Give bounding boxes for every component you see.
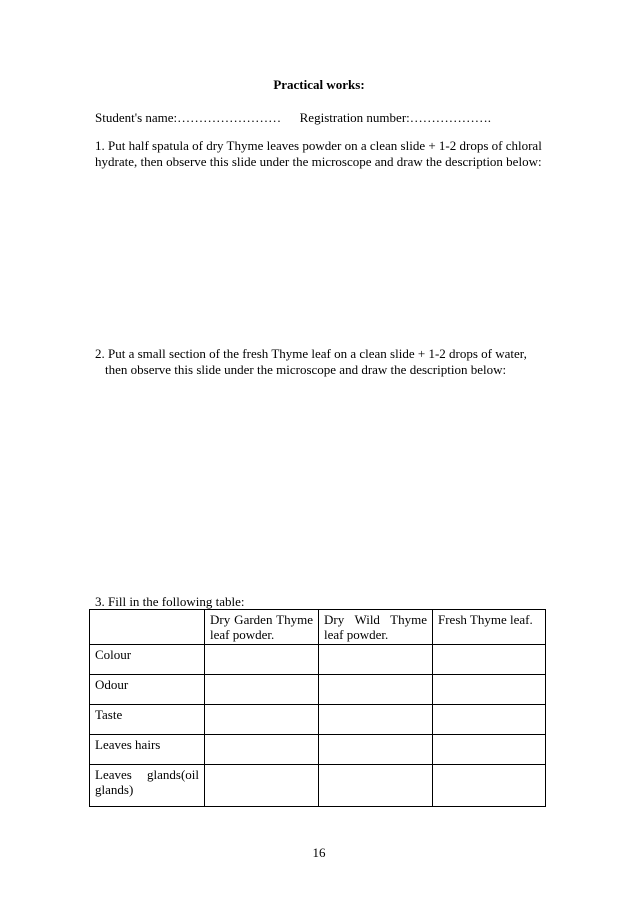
table-row bbox=[90, 645, 546, 675]
thyme-observation-table bbox=[89, 609, 546, 807]
registration-number-field[interactable]: Registration number:………………. bbox=[299, 110, 492, 125]
row-label-text: glands) bbox=[95, 782, 134, 797]
row-label-text: Leaves glands(oil bbox=[95, 767, 199, 782]
row-label bbox=[90, 765, 205, 807]
header-text: leaf powder. bbox=[210, 627, 275, 642]
header-cell-fresh-thyme bbox=[433, 610, 546, 645]
table-cell[interactable] bbox=[433, 765, 546, 807]
student-info-line bbox=[95, 110, 491, 126]
table-row bbox=[90, 765, 546, 807]
table-cell[interactable] bbox=[319, 675, 433, 705]
table-cell[interactable] bbox=[319, 705, 433, 735]
table-header-row bbox=[90, 610, 546, 645]
table-cell[interactable] bbox=[205, 765, 319, 807]
student-name-field[interactable]: Student's name:…………………… bbox=[95, 110, 282, 125]
row-label: Leaves hairs bbox=[90, 735, 205, 765]
table-cell[interactable] bbox=[433, 705, 546, 735]
question-1-drawing-area[interactable] bbox=[95, 175, 545, 335]
table-cell[interactable] bbox=[319, 735, 433, 765]
question-2-drawing-area[interactable] bbox=[95, 385, 545, 590]
header-cell-dry-garden-thyme bbox=[205, 610, 319, 645]
table-cell[interactable] bbox=[205, 675, 319, 705]
question-3-label: 3. Fill in the following table: bbox=[95, 594, 245, 609]
header-text: Dry Garden Thyme bbox=[210, 612, 313, 627]
page-title: Practical works: bbox=[273, 77, 365, 92]
row-label: Taste bbox=[90, 705, 205, 735]
header-text: Fresh Thyme leaf. bbox=[438, 612, 533, 627]
row-label: Colour bbox=[90, 645, 205, 675]
table-cell[interactable] bbox=[319, 645, 433, 675]
table-row bbox=[90, 735, 546, 765]
table-row bbox=[90, 675, 546, 705]
question-1-line-1: 1. Put half spatula of dry Thyme leaves powder on a clean slide + 1-2 drops of chloral bbox=[95, 138, 542, 153]
row-label: Odour bbox=[90, 675, 205, 705]
table-cell[interactable] bbox=[433, 675, 546, 705]
table-row bbox=[90, 705, 546, 735]
header-cell-dry-wild-thyme bbox=[319, 610, 433, 645]
table-cell[interactable] bbox=[205, 735, 319, 765]
header-text: Dry Wild Thyme bbox=[324, 612, 427, 627]
table-cell[interactable] bbox=[433, 735, 546, 765]
table-cell[interactable] bbox=[433, 645, 546, 675]
question-2-line-2: then observe this slide under the microscope and draw the description below: bbox=[105, 362, 507, 377]
header-cell-empty bbox=[90, 610, 205, 645]
page-number: 16 bbox=[312, 845, 326, 860]
table-cell[interactable] bbox=[205, 645, 319, 675]
table-cell[interactable] bbox=[319, 765, 433, 807]
question-2-line-1: 2. Put a small section of the fresh Thyme leaf on a clean slide + 1-2 drops of water, bbox=[95, 346, 527, 361]
question-1-line-2: hydrate, then observe this slide under the microscope and draw the description below: bbox=[95, 154, 542, 169]
header-text: leaf powder. bbox=[324, 627, 389, 642]
table-cell[interactable] bbox=[205, 705, 319, 735]
